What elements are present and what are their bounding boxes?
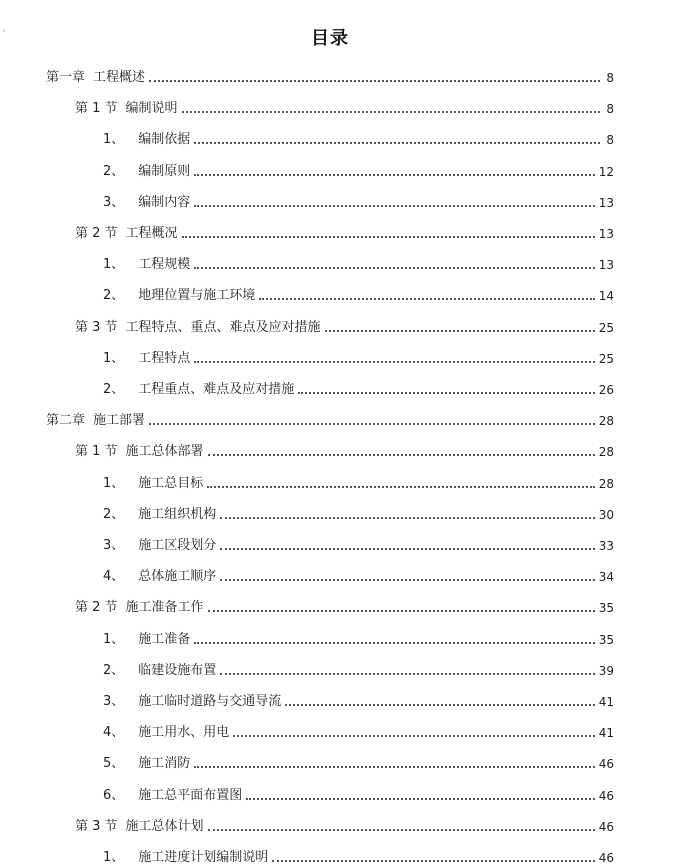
toc-page-number: 46 [598, 819, 614, 834]
toc-entry-level-3[interactable] [103, 534, 614, 554]
toc-dot-leader [220, 547, 594, 550]
toc-dot-leader [325, 329, 595, 332]
toc-entry-number: 3、 [103, 538, 125, 553]
toc-dot-leader [208, 453, 595, 456]
toc-row[interactable] [0, 815, 685, 835]
toc-row[interactable] [0, 222, 685, 242]
toc-entry-title: 施工准备工作 [125, 600, 204, 616]
toc-dot-leader [220, 672, 594, 675]
toc-entry-number: 3、 [103, 194, 125, 210]
toc-dot-leader [149, 79, 600, 82]
toc-row[interactable] [0, 846, 685, 866]
toc-page-number: 28 [598, 414, 614, 429]
toc-entry-title: 编制说明 [125, 101, 178, 117]
toc-page-number: 8 [606, 71, 614, 85]
toc-entry-title: 工程重点、难点及应对措施 [138, 382, 295, 397]
toc-entry-level-3[interactable] [103, 378, 614, 398]
toc-page-number: 13 [598, 258, 614, 273]
toc-dot-leader [233, 734, 594, 737]
toc-entry-number: 第 3 节 [75, 319, 118, 335]
toc-entry-level-3[interactable] [103, 284, 614, 304]
toc-entry-number: 第 2 节 [75, 600, 118, 616]
toc-page-number: 13 [598, 227, 614, 241]
toc-entry-level-1[interactable] [46, 66, 614, 86]
toc-dot-leader [259, 297, 594, 300]
toc-entry-level-3[interactable] [103, 347, 614, 367]
toc-dot-leader [194, 641, 594, 644]
toc-dot-leader [149, 422, 595, 425]
toc-page-number: 46 [598, 757, 614, 772]
toc-entry-number: 第 3 节 [75, 818, 118, 834]
toc-entry-title: 施工总平面布置图 [138, 787, 243, 803]
toc-page-number: 33 [598, 539, 614, 553]
toc-page-number: 35 [598, 632, 614, 647]
toc-dot-leader [182, 110, 600, 113]
toc-entry-title: 施工临时道路与交通导流 [138, 694, 282, 709]
toc-entry-level-3[interactable] [103, 565, 614, 585]
toc-entry-number: 第 1 节 [75, 444, 118, 460]
toc-entry-level-2[interactable] [75, 316, 614, 336]
toc-entry-title: 施工消防 [138, 756, 191, 772]
toc-entry-title: 施工用水、用电 [138, 725, 230, 741]
toc-row[interactable] [0, 659, 685, 679]
toc-dot-leader [194, 204, 594, 207]
toc-entry-level-2[interactable] [75, 222, 614, 242]
toc-row[interactable] [0, 721, 685, 741]
toc-row[interactable] [0, 440, 685, 460]
toc-row[interactable] [0, 565, 685, 585]
toc-entry-number: 3、 [103, 694, 125, 709]
toc-row[interactable] [0, 128, 685, 148]
toc-entry-level-2[interactable] [75, 440, 614, 460]
toc-row[interactable] [0, 503, 685, 523]
toc-dot-leader [194, 360, 594, 363]
toc-entry-number: 第 2 节 [75, 226, 118, 241]
toc-dot-leader [208, 828, 595, 831]
toc-dot-leader [220, 516, 594, 519]
toc-dot-leader [194, 765, 594, 768]
toc-entry-level-2[interactable] [75, 596, 614, 616]
toc-entry-title: 工程概述 [93, 70, 146, 85]
toc-entry-title: 工程规模 [138, 257, 191, 273]
toc-entry-level-1[interactable] [46, 409, 614, 429]
toc-entry-title: 编制内容 [138, 194, 191, 210]
toc-entry-level-3[interactable] [103, 253, 614, 273]
toc-entry-level-3[interactable] [103, 690, 614, 710]
toc-row[interactable] [0, 378, 685, 398]
toc-entry-title: 工程特点 [138, 350, 191, 366]
toc-dot-leader [194, 173, 594, 176]
toc-entry-number: 2、 [103, 163, 125, 179]
toc-entry-number: 2、 [103, 662, 125, 678]
toc-row[interactable] [0, 534, 685, 554]
toc-page-number: 46 [598, 851, 614, 865]
toc-row[interactable] [0, 347, 685, 367]
toc-entry-number: 第 1 节 [75, 101, 118, 117]
toc-entry-level-3[interactable] [103, 628, 614, 648]
toc-entry-level-3[interactable] [103, 191, 614, 211]
toc-row[interactable] [0, 97, 685, 117]
toc-entry-number: 1、 [103, 850, 125, 865]
toc-entry-title: 施工部署 [93, 413, 146, 429]
toc-row[interactable] [0, 316, 685, 336]
toc-entry-title: 施工区段划分 [138, 538, 217, 553]
toc-page-number: 35 [598, 601, 614, 616]
toc-entry-level-3[interactable] [103, 846, 614, 866]
toc-page-number: 28 [598, 445, 614, 460]
toc-entry-number: 2、 [103, 506, 125, 522]
toc-entry-number: 2、 [103, 382, 125, 397]
toc-entry-title: 总体施工顺序 [138, 569, 217, 585]
toc-page-number: 25 [598, 320, 614, 335]
toc-page-number: 39 [598, 663, 614, 678]
toc-page-number: 25 [598, 351, 614, 366]
toc-dot-leader [194, 141, 600, 144]
toc-page-number: 13 [598, 195, 614, 210]
toc-row[interactable] [0, 191, 685, 211]
toc-row[interactable] [0, 284, 685, 304]
toc-page-number: 34 [598, 570, 614, 585]
toc-row[interactable] [0, 784, 685, 804]
toc-entry-number: 6、 [103, 787, 125, 803]
toc-dot-leader [285, 703, 594, 706]
toc-entry-number: 第二章 [46, 413, 86, 429]
toc-page-number: 28 [598, 476, 614, 491]
toc-dot-leader [246, 797, 594, 800]
toc-entry-title: 临建设施布置 [138, 662, 217, 678]
toc-entry-title: 工程特点、重点、难点及应对措施 [125, 319, 321, 335]
toc-entry-number: 1、 [103, 350, 125, 366]
toc-row[interactable] [0, 752, 685, 772]
toc-entry-number: 5、 [103, 756, 125, 772]
toc-entry-title: 地理位置与施工环境 [138, 288, 256, 304]
toc-dot-leader [208, 609, 595, 612]
toc-page-number: 46 [598, 788, 614, 803]
toc-row[interactable] [0, 472, 685, 492]
toc-row[interactable] [0, 690, 685, 710]
toc-entry-title: 施工总体部署 [125, 444, 204, 460]
toc-dot-leader [194, 266, 594, 269]
corner-mark-icon: ˅ [2, 29, 6, 38]
toc-entry-title: 施工总体计划 [125, 818, 204, 834]
toc-entry-level-3[interactable] [103, 503, 614, 523]
toc-entry-number: 4、 [103, 725, 125, 741]
toc-row[interactable] [0, 66, 685, 86]
toc-entry-level-3[interactable] [103, 752, 614, 772]
toc-dot-leader [272, 859, 594, 862]
toc-entry-number: 2、 [103, 288, 125, 304]
page-title: 目录 [311, 28, 349, 49]
toc-row[interactable] [0, 409, 685, 429]
toc-page-number: 41 [598, 695, 614, 709]
toc-entry-title: 施工准备 [138, 631, 191, 647]
toc-entry-title: 编制依据 [138, 132, 191, 148]
toc-entry-level-3[interactable] [103, 472, 614, 492]
toc-entry-title: 施工进度计划编制说明 [138, 850, 269, 865]
toc-entry-title: 编制原则 [138, 163, 191, 179]
toc-page-number: 41 [598, 726, 614, 741]
toc-dot-leader [220, 578, 594, 581]
toc-row[interactable] [0, 253, 685, 273]
toc-dot-leader [207, 485, 594, 488]
toc-entry-level-3[interactable] [103, 659, 614, 679]
toc-page-number: 12 [598, 164, 614, 179]
toc-entry-number: 1、 [103, 132, 125, 148]
toc-page-number: 30 [598, 507, 614, 522]
toc-entry-number: 1、 [103, 257, 125, 273]
toc-entry-level-2[interactable] [75, 815, 614, 835]
toc-row[interactable] [0, 160, 685, 180]
toc-entry-number: 第一章 [46, 70, 86, 85]
toc-entry-level-3[interactable] [103, 784, 614, 804]
toc-row[interactable] [0, 596, 685, 616]
toc-dot-leader [182, 235, 595, 238]
toc-page-number: 8 [606, 102, 614, 117]
toc-entry-level-2[interactable] [75, 97, 614, 117]
toc-entry-number: 1、 [103, 631, 125, 647]
toc-entry-title: 施工总目标 [138, 475, 204, 491]
toc-entry-title: 工程概况 [125, 226, 178, 241]
toc-page-number: 26 [598, 383, 614, 397]
toc-entry-number: 4、 [103, 569, 125, 585]
toc-entry-title: 施工组织机构 [138, 506, 217, 522]
toc-entry-level-3[interactable] [103, 721, 614, 741]
toc-row[interactable] [0, 628, 685, 648]
toc-page-number: 8 [606, 133, 614, 148]
toc-entry-number: 1、 [103, 475, 125, 491]
toc-entry-level-3[interactable] [103, 160, 614, 180]
toc-page-number: 14 [598, 289, 614, 304]
toc-entry-level-3[interactable] [103, 128, 614, 148]
toc-dot-leader [298, 391, 594, 394]
